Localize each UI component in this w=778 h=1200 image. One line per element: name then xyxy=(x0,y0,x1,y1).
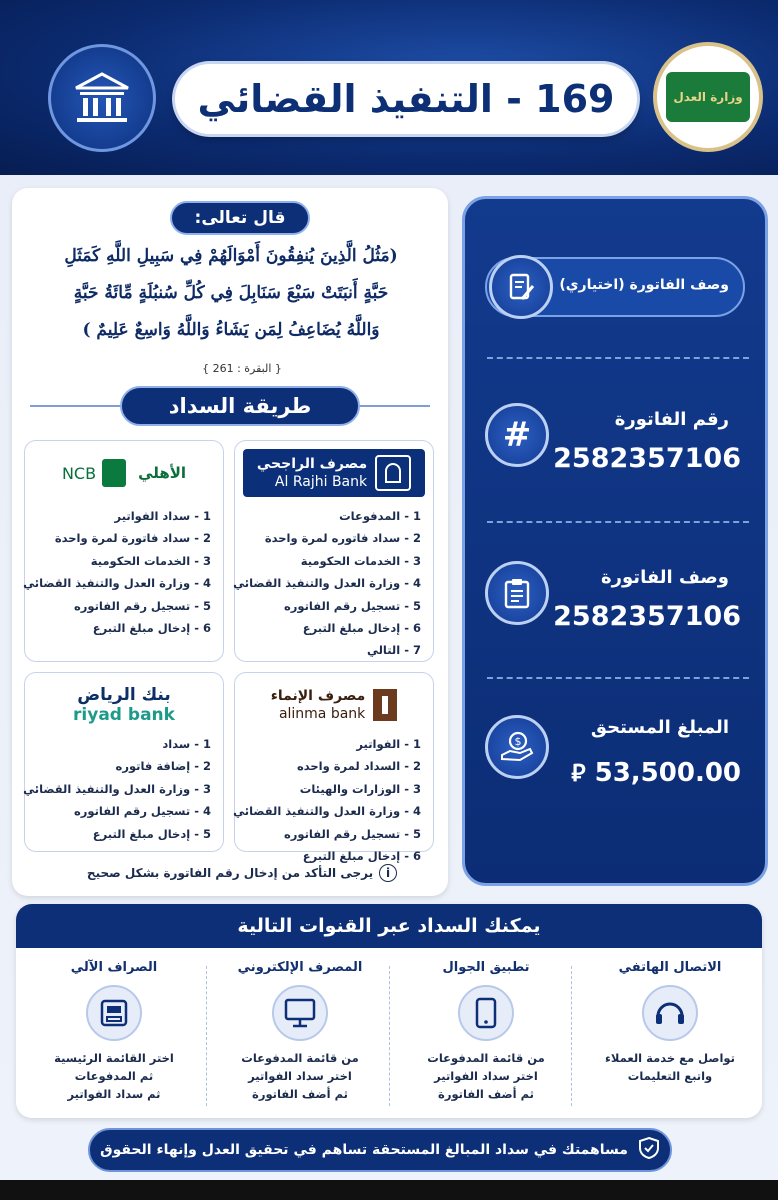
channel-desc-line: من قائمة المدفوعات xyxy=(241,1051,359,1065)
list-item: 2 - السداد لمرة واحده xyxy=(296,759,421,774)
list-item: 7 - التالي xyxy=(366,643,421,658)
alinma-name-en: alinma bank xyxy=(278,706,366,722)
list-item: 5 - تسجيل رقم الفاتوره xyxy=(283,826,421,841)
footer-text: مساهمتك في سداد المبالغ المستحقة تساهم في تحقيق العدل وإنهاء الحقوق xyxy=(100,1142,628,1158)
riyad-steps xyxy=(23,733,211,845)
edit-document-icon xyxy=(489,255,553,319)
list-item: 6 - إدخال مبلغ التبرع xyxy=(302,849,421,864)
list-item: 4 - وزارة العدل والتنفيذ القضائي xyxy=(23,576,211,591)
footer-banner xyxy=(88,1128,672,1172)
shield-check-icon xyxy=(638,1136,660,1164)
channel-desc-line: اختر سداد الفواتير xyxy=(248,1069,352,1083)
list-item: 3 - وزارة العدل والتنفيذ القضائي xyxy=(23,781,211,796)
list-item: 4 - وزارة العدل والتنفيذ القضائي xyxy=(233,804,421,819)
list-item: 1 - سداد الفواتير xyxy=(114,509,211,523)
alrajhi-steps xyxy=(233,505,421,662)
divider-right xyxy=(358,405,430,407)
channel-title: الصراف الآلي xyxy=(70,960,158,975)
mobile-icon xyxy=(458,985,514,1041)
channel-desc-line: تواصل مع خدمة العملاء xyxy=(605,1051,735,1065)
list-item: 5 - تسجيل رقم الفاتوره xyxy=(73,598,211,613)
header xyxy=(0,0,778,175)
payment-channels xyxy=(16,904,762,1118)
payment-method-card xyxy=(12,188,448,896)
list-item: 3 - الوزارات والهيئات xyxy=(299,781,421,796)
channel-title: المصرف الإلكتروني xyxy=(237,960,363,975)
alrajhi-logo xyxy=(243,449,425,497)
list-item: 5 - إدخال مبلغ التبرع xyxy=(92,826,211,841)
verse-line-1: (مَثُلُ الَّذِينَ يُنفِقُونَ أَمْوَالَهُمْ فِي سَبِيلِ اللَّهِ كَمَثَلِ xyxy=(64,246,398,266)
list-item: 6 - إدخال مبلغ التبرع xyxy=(92,621,211,636)
channel-desc-line: ثم المدفوعات xyxy=(74,1069,154,1083)
ncb-emblem-icon xyxy=(102,459,126,487)
amount-due-value xyxy=(571,757,741,788)
alinma-steps xyxy=(233,733,421,867)
amount-due-number: 53,500.00 xyxy=(594,758,741,788)
quran-verse xyxy=(26,238,436,349)
bank-card-ncb xyxy=(24,440,224,662)
channel-desc-line: من قائمة المدفوعات xyxy=(427,1051,545,1065)
bank-card-riyad xyxy=(24,672,224,852)
invoice-number-label: رقم الفاتورة xyxy=(614,409,729,430)
channel-title: الاتصال الهاتفي xyxy=(618,960,722,975)
channel-online-banking xyxy=(210,960,390,1103)
hash-icon: # xyxy=(485,403,549,467)
channel-separator xyxy=(206,966,207,1106)
alrajhi-emblem-icon xyxy=(375,455,411,491)
page-title: 169 - التنفيذ القضائي xyxy=(197,77,615,121)
divider xyxy=(487,521,749,523)
alinma-emblem-icon xyxy=(373,689,397,721)
list-item: 6 - إدخال مبلغ التبرع xyxy=(302,621,421,636)
channel-phone xyxy=(580,960,760,1085)
headset-icon xyxy=(642,985,698,1041)
title-banner xyxy=(175,64,637,134)
list-item: 5 - تسجيل رقم الفاتوره xyxy=(283,598,421,613)
optional-description-button[interactable] xyxy=(485,257,745,317)
list-item: 3 - الخدمات الحكومية xyxy=(90,553,211,568)
info-icon: i xyxy=(379,864,397,882)
atm-icon xyxy=(86,985,142,1041)
channel-title: تطبيق الجوال xyxy=(442,960,530,975)
list-item: 2 - سداد فاتوره لمرة واحدة xyxy=(264,531,421,546)
clipboard-icon xyxy=(485,561,549,625)
channel-desc-line: ثم أضف الفاتورة xyxy=(252,1087,348,1101)
alinma-name-ar: مصرف الإنماء xyxy=(270,688,366,704)
ncb-steps xyxy=(23,505,211,639)
list-item: 2 - سداد فاتورة لمرة واحدة xyxy=(54,531,211,546)
invoice-note-text: يرجى التأكد من إدخال رقم الفاتورة بشكل صحيح xyxy=(86,866,374,880)
alinma-logo xyxy=(243,679,425,731)
divider xyxy=(487,357,749,359)
channels-title: يمكنك السداد عبر القنوات التالية xyxy=(16,904,762,948)
courthouse-icon xyxy=(48,44,156,152)
ncb-name-en: NCB xyxy=(61,463,97,483)
monitor-icon xyxy=(272,985,328,1041)
ncb-logo xyxy=(33,447,215,499)
list-item: 4 - تسجيل رقم الفاتوره xyxy=(73,804,211,819)
payment-method-title: طريقة السداد xyxy=(120,386,360,426)
alrajhi-name-ar: مصرف الراجحي xyxy=(256,456,368,472)
verse-line-2: حَبَّةٍ أَنبَتَتْ سَبْعَ سَنَابِلَ فِي كُلِّ سُنبُلَةٍ مِّائَةُ حَبَّةٍ xyxy=(73,283,389,303)
channel-desc-line: ثم سداد الفواتير xyxy=(67,1087,161,1101)
ministry-logo xyxy=(653,42,763,152)
list-item: 1 - سداد xyxy=(162,737,211,751)
verse-reference: { البقرة : 261 } xyxy=(202,362,282,375)
riyad-name-en: riyad bank xyxy=(73,705,175,725)
riyal-currency-icon: ⃁ xyxy=(571,759,586,787)
money-hand-icon xyxy=(485,715,549,779)
list-item: 2 - إضافة فاتوره xyxy=(115,759,211,774)
amount-due-label: المبلغ المستحق xyxy=(590,717,729,738)
list-item: 3 - الخدمات الحكومية xyxy=(300,553,421,568)
list-item: 1 - المدفوعات xyxy=(339,509,421,523)
riyad-logo xyxy=(33,679,215,731)
divider xyxy=(487,677,749,679)
ncb-name-ar: الأهلي xyxy=(138,464,187,482)
invoice-note xyxy=(72,864,412,882)
divider-left xyxy=(30,405,122,407)
optional-description-label: وصف الفاتورة (اختياري) xyxy=(559,277,729,293)
invoice-number-value: 2582357106 xyxy=(553,443,741,474)
channel-desc-line: ثم أضف الفاتورة xyxy=(438,1087,534,1101)
invoice-panel xyxy=(462,196,768,886)
channel-atm xyxy=(24,960,204,1103)
channel-desc-line: اختر سداد الفواتير xyxy=(434,1069,538,1083)
riyad-name-ar: بنك الرياض xyxy=(77,685,171,705)
alrajhi-name-en: Al Rajhi Bank xyxy=(274,474,368,490)
channel-desc-line: اختر القائمة الرئيسية xyxy=(54,1051,174,1065)
channel-mobile-app xyxy=(396,960,576,1103)
list-item: 1 - الفواتير xyxy=(356,737,421,751)
bank-card-alrajhi xyxy=(234,440,434,662)
invoice-description-value: 2582357106 xyxy=(553,601,741,632)
ministry-logo-text: وزارة العدل xyxy=(666,72,750,122)
invoice-description-label: وصف الفاتورة xyxy=(601,567,729,588)
list-item: 4 - وزارة العدل والتنفيذ القضائي xyxy=(233,576,421,591)
verse-line-3: وَاللَّهُ يُضَاعِفُ لِمَن يَشَاءُ وَاللَّهُ وَاسِعٌ عَلِيمٌ ) xyxy=(82,320,380,340)
bank-card-alinma xyxy=(233,672,434,864)
quote-label: قال تعالى: xyxy=(170,201,310,235)
bottom-strip xyxy=(0,1180,778,1200)
svg-text:$: $ xyxy=(514,735,522,748)
channel-desc-line: واتبع التعليمات xyxy=(627,1069,713,1083)
